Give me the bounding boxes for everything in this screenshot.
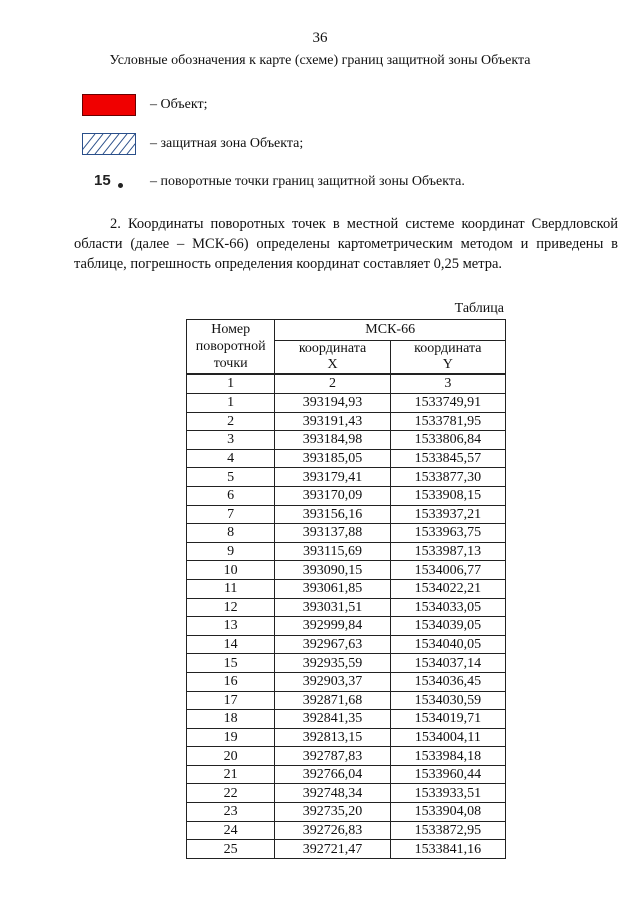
point-number-cell: 15: [187, 654, 275, 673]
table-caption: Таблица: [454, 301, 504, 316]
page-number: 36: [312, 30, 328, 46]
hatched-zone-swatch: [82, 133, 136, 155]
column-index: 1: [187, 374, 275, 394]
table-row: [187, 747, 506, 766]
table-row: [187, 672, 506, 691]
hatch-pattern-icon: [83, 134, 135, 154]
coordinate-y-cell: 1534036,45: [390, 672, 505, 691]
coordinate-x-cell: 392735,20: [275, 803, 390, 822]
point-number-cell: 21: [187, 765, 275, 784]
point-number-cell: 6: [187, 486, 275, 505]
coordinate-x-cell: 393170,09: [275, 486, 390, 505]
coordinate-y-cell: 1533872,95: [390, 821, 505, 840]
coordinate-x-cell: 392967,63: [275, 635, 390, 654]
coordinate-y-cell: 1534039,05: [390, 617, 505, 636]
point-number-cell: 20: [187, 747, 275, 766]
point-number-cell: 24: [187, 821, 275, 840]
point-number-cell: 11: [187, 579, 275, 598]
table-row: [187, 840, 506, 859]
legend-item-points: [82, 170, 465, 194]
point-number-cell: 23: [187, 803, 275, 822]
point-number-cell: 14: [187, 635, 275, 654]
coordinate-x-cell: 393194,93: [275, 394, 390, 413]
coordinate-y-cell: 1533877,30: [390, 468, 505, 487]
point-number-cell: 12: [187, 598, 275, 617]
table-row: [187, 784, 506, 803]
coordinates-paragraph: 2. Координаты поворотных точек в местной системе координат Свердловской области (далее – МСК-66) определены картометрическим методом и приведены в таблице, погрешность определения координат составляет 0,25 метра.: [74, 216, 618, 272]
coordinate-y-cell: 1534040,05: [390, 635, 505, 654]
coordinate-x-cell: 392766,04: [275, 765, 390, 784]
coordinate-y-cell: 1533841,16: [390, 840, 505, 859]
point-number-cell: 7: [187, 505, 275, 524]
point-number-cell: 5: [187, 468, 275, 487]
coordinate-y-cell: 1533781,95: [390, 412, 505, 431]
table-row: [187, 803, 506, 822]
coordinate-x-cell: 392726,83: [275, 821, 390, 840]
header-y-line: Y: [442, 357, 453, 372]
legend-label-points: – поворотные точки границ защитной зоны Объекта.: [150, 174, 465, 189]
table-row: [187, 765, 506, 784]
coordinate-y-cell: 1533933,51: [390, 784, 505, 803]
coordinate-x-cell: 393061,85: [275, 579, 390, 598]
coordinate-y-cell: 1534004,11: [390, 728, 505, 747]
legend-item-zone: [82, 132, 303, 156]
point-number-cell: 8: [187, 524, 275, 543]
coordinate-y-cell: 1533937,21: [390, 505, 505, 524]
coordinate-x-cell: 393031,51: [275, 598, 390, 617]
coordinate-x-cell: 393191,43: [275, 412, 390, 431]
table-row: [187, 449, 506, 468]
point-number-cell: 2: [187, 412, 275, 431]
table-row: [187, 561, 506, 580]
coordinate-x-cell: 392999,84: [275, 617, 390, 636]
coordinates-table-body: [187, 394, 506, 859]
point-number-cell: 19: [187, 728, 275, 747]
coordinate-x-cell: 392787,83: [275, 747, 390, 766]
coordinate-y-cell: 1533908,15: [390, 486, 505, 505]
point-number-cell: 9: [187, 542, 275, 561]
coordinate-y-cell: 1534033,05: [390, 598, 505, 617]
header-x-line: координата: [298, 341, 367, 356]
turning-point-marker: [82, 171, 136, 193]
point-dot-icon: [118, 183, 123, 188]
point-number-cell: 3: [187, 431, 275, 450]
table-row: [187, 635, 506, 654]
coordinate-y-cell: 1533806,84: [390, 431, 505, 450]
table-row: [187, 691, 506, 710]
table-row: [187, 728, 506, 747]
header-num-line: поворотной: [195, 339, 266, 354]
table-row: [187, 710, 506, 729]
table-row: [187, 654, 506, 673]
table-row: [187, 431, 506, 450]
header-coordinate-system: МСК-66: [275, 320, 506, 341]
table-row: [187, 579, 506, 598]
point-number-cell: 16: [187, 672, 275, 691]
coordinate-x-cell: 393184,98: [275, 431, 390, 450]
coordinate-y-cell: 1533845,57: [390, 449, 505, 468]
table-row: [187, 598, 506, 617]
column-index: 3: [390, 374, 505, 394]
header-y-line: координата: [414, 341, 482, 356]
coordinate-y-cell: 1534019,71: [390, 710, 505, 729]
coordinate-y-cell: 1533987,13: [390, 542, 505, 561]
point-number-cell: 22: [187, 784, 275, 803]
coordinate-x-cell: 392871,68: [275, 691, 390, 710]
coordinates-table: [186, 319, 506, 859]
coordinate-y-cell: 1533749,91: [390, 394, 505, 413]
coordinate-x-cell: 392903,37: [275, 672, 390, 691]
coordinate-x-cell: 393179,41: [275, 468, 390, 487]
coordinate-x-cell: 392748,34: [275, 784, 390, 803]
coordinate-x-cell: 392813,15: [275, 728, 390, 747]
table-row: [187, 468, 506, 487]
coordinate-y-cell: 1534022,21: [390, 579, 505, 598]
coordinate-x-cell: 393090,15: [275, 561, 390, 580]
column-index-row: [187, 374, 506, 394]
coordinate-x-cell: 393185,05: [275, 449, 390, 468]
point-number-cell: 4: [187, 449, 275, 468]
coordinate-x-cell: 392721,47: [275, 840, 390, 859]
table-row: [187, 617, 506, 636]
coordinate-y-cell: 1533960,44: [390, 765, 505, 784]
header-y: [390, 341, 505, 375]
table-row: [187, 394, 506, 413]
point-number-cell: 10: [187, 561, 275, 580]
header-num-line: точки: [213, 356, 248, 371]
coordinate-x-cell: 392841,35: [275, 710, 390, 729]
table-row: [187, 486, 506, 505]
table-row: [187, 542, 506, 561]
coordinate-y-cell: 1533984,18: [390, 747, 505, 766]
legend-title: Условные обозначения к карте (схеме) границ защитной зоны Объекта: [109, 53, 531, 68]
coordinate-x-cell: 393137,88: [275, 524, 390, 543]
table-row: [187, 412, 506, 431]
coordinate-y-cell: 1533963,75: [390, 524, 505, 543]
coordinate-x-cell: 392935,59: [275, 654, 390, 673]
coordinate-y-cell: 1534030,59: [390, 691, 505, 710]
coordinate-y-cell: 1534037,14: [390, 654, 505, 673]
header-point-number: [187, 320, 275, 375]
object-swatch: [82, 94, 136, 116]
turning-point-number: 15: [94, 172, 111, 189]
table-row: [187, 505, 506, 524]
header-num-line: Номер: [211, 322, 251, 337]
legend-label-object: – Объект;: [150, 97, 208, 112]
column-index: 2: [275, 374, 390, 394]
coordinate-x-cell: 393115,69: [275, 542, 390, 561]
legend-label-zone: – защитная зона Объекта;: [150, 136, 304, 151]
header-x: [275, 341, 390, 375]
coordinate-y-cell: 1534006,77: [390, 561, 505, 580]
point-number-cell: 18: [187, 710, 275, 729]
header-x-line: X: [327, 357, 338, 372]
table-row: [187, 524, 506, 543]
point-number-cell: 17: [187, 691, 275, 710]
point-number-cell: 1: [187, 394, 275, 413]
table-row: [187, 821, 506, 840]
coordinate-y-cell: 1533904,08: [390, 803, 505, 822]
point-number-cell: 13: [187, 617, 275, 636]
legend-item-object: [82, 93, 207, 117]
coordinate-x-cell: 393156,16: [275, 505, 390, 524]
point-number-cell: 25: [187, 840, 275, 859]
